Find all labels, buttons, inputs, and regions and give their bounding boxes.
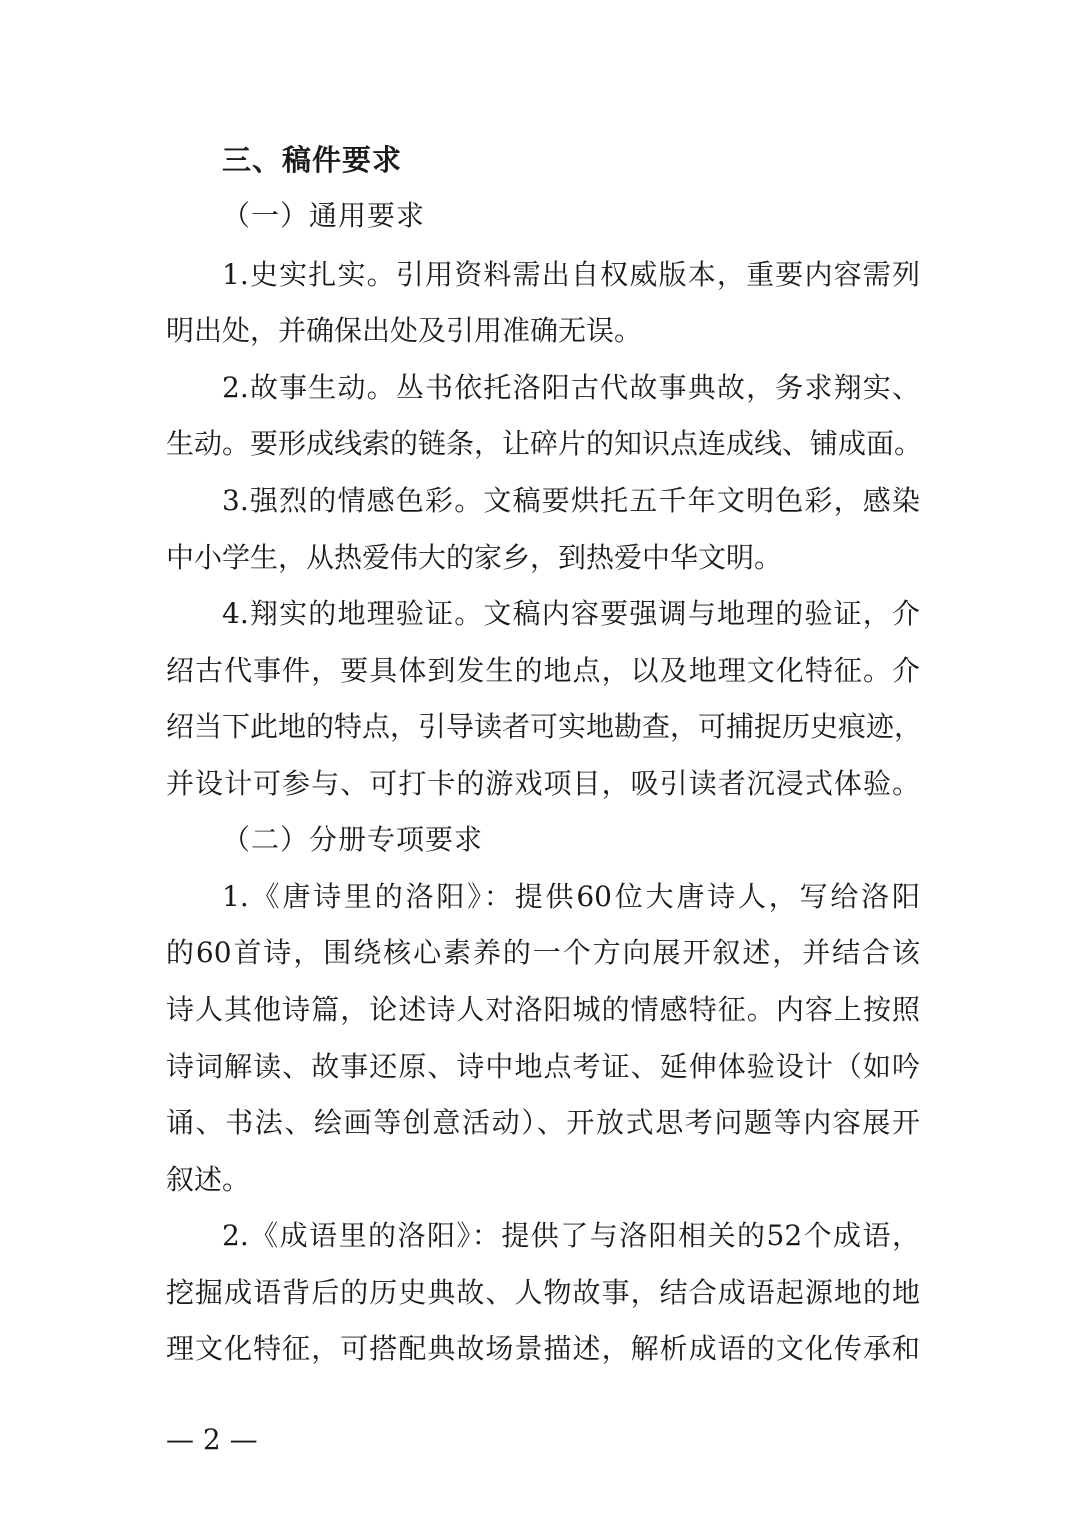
paragraph-line: 中小学生，从热爱伟大的家乡，到热爱中华文明。: [166, 541, 783, 574]
section-heading: 三、稿件要求: [222, 143, 403, 177]
paragraph-line: 绍古代事件，要具体到发生的地点，以及地理文化特征。介: [166, 654, 920, 687]
paragraph-line: 1.《唐诗里的洛阳》：提供60位大唐诗人，写给洛阳: [222, 880, 920, 913]
paragraph-line: 生动。要形成线索的链条，让碎片的知识点连成线、铺成面。: [166, 427, 923, 460]
paragraph-line: 诵、书法、绘画等创意活动）、开放式思考问题等内容展开: [166, 1106, 920, 1139]
paragraph-line: 2.故事生动。丛书依托洛阳古代故事典故，务求翔实、: [222, 371, 920, 404]
paragraph-line: 的60首诗，围绕核心素养的一个方向展开叙述，并结合该: [166, 936, 920, 969]
paragraph-line: 诗词解读、故事还原、诗中地点考证、延伸体验设计（如吟: [166, 1050, 920, 1083]
paragraph-line: 4.翔实的地理验证。文稿内容要强调与地理的验证，介: [222, 597, 920, 630]
page-number: — 2 —: [166, 1423, 258, 1456]
subsection-heading-general: （一）通用要求: [222, 199, 426, 232]
paragraph-line: 绍当下此地的特点，引导读者可实地勘查，可捕捉历史痕迹，: [166, 710, 923, 743]
paragraph-line: 3.强烈的情感色彩。文稿要烘托五千年文明色彩，感染: [222, 484, 920, 517]
paragraph-line: 2.《成语里的洛阳》：提供了与洛阳相关的52个成语，: [222, 1219, 920, 1252]
subsection-heading-volumes: （二）分册专项要求: [222, 823, 484, 856]
paragraph-line: 诗人其他诗篇，论述诗人对洛阳城的情感特征。内容上按照: [166, 993, 920, 1026]
paragraph-line: 叙述。: [166, 1163, 251, 1196]
paragraph-line: 并设计可参与、可打卡的游戏项目，吸引读者沉浸式体验。: [166, 767, 920, 800]
paragraph-line: 理文化特征，可搭配典故场景描述，解析成语的文化传承和: [166, 1332, 920, 1365]
paragraph-line: 明出处，并确保出处及引用准确无误。: [166, 314, 643, 347]
paragraph-line: 1.史实扎实。引用资料需出自权威版本，重要内容需列: [222, 258, 920, 291]
paragraph-line: 挖掘成语背后的历史典故、人物故事，结合成语起源地的地: [166, 1276, 920, 1309]
